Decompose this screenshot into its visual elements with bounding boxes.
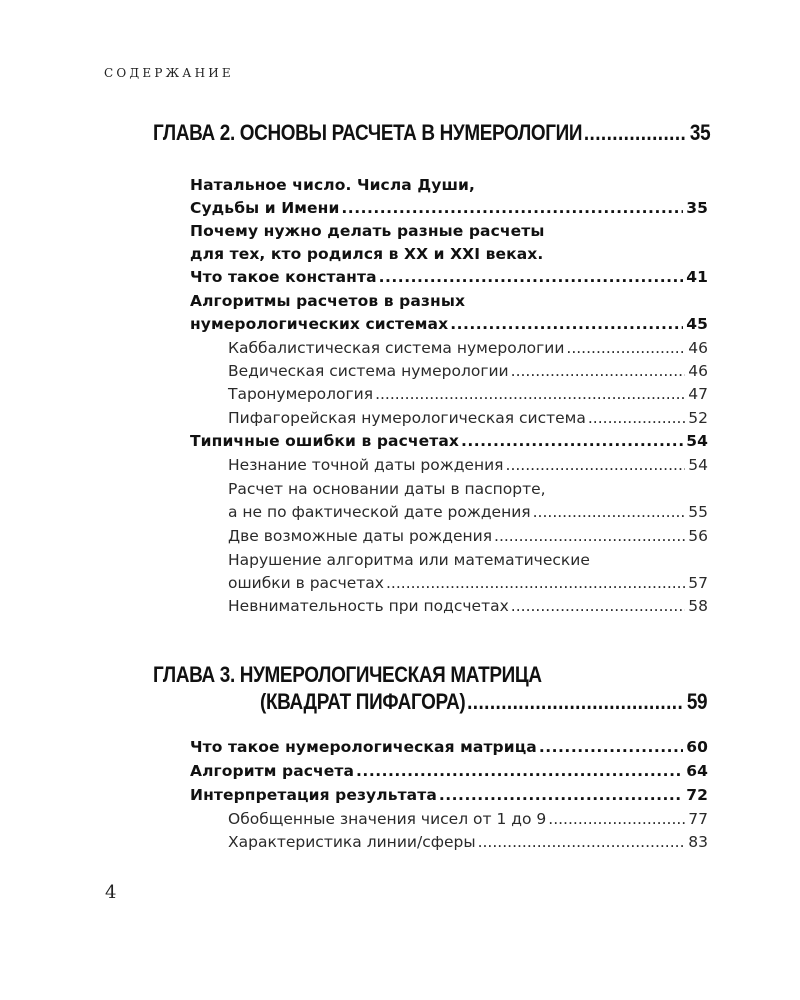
toc-entry-matrix[interactable]: [190, 738, 708, 756]
toc-subentry-passport[interactable]: [228, 503, 708, 521]
toc-subentry-two-dates[interactable]: [228, 527, 708, 545]
toc-entry-title: нумерологических системах: [190, 315, 449, 333]
toc-entry-title: Ведическая система нумерологии: [228, 362, 509, 380]
chapter-3-title-line1[interactable]: ГЛАВА 3. НУМЕРОЛОГИЧЕСКАЯ МАТРИЦА: [153, 662, 542, 687]
toc-entry-title: Пифагорейская нумерологическая система: [228, 409, 586, 427]
toc-entry-page: 46: [688, 362, 708, 380]
toc-entry-title: Алгоритм расчета: [190, 762, 355, 780]
toc-entry-typical-errors[interactable]: [190, 432, 708, 450]
leader-dots: [584, 120, 687, 146]
toc-subentry-inattention[interactable]: [228, 597, 708, 615]
toc-entry-interpretation[interactable]: [190, 786, 708, 804]
toc-entry-title: Незнание точной даты рождения: [228, 456, 504, 474]
toc-entry-page: 72: [686, 786, 708, 804]
toc-entry-title: Каббалистическая система нумерологии: [228, 339, 565, 357]
toc-entry-page: 55: [688, 503, 708, 521]
toc-entry-page: 52: [688, 409, 708, 427]
toc-entry-title: Характеристика линии/сферы: [228, 833, 476, 851]
leader-dots: [506, 456, 686, 474]
chapter-3-page: 59: [686, 689, 708, 714]
leader-dots: [511, 597, 685, 615]
toc-entry-natal[interactable]: [190, 199, 708, 217]
leader-dots: [478, 833, 686, 851]
leader-dots: [450, 315, 683, 333]
toc-subentry-line-characteristic[interactable]: [228, 833, 708, 851]
leader-dots: [566, 339, 685, 357]
toc-entry-title: ошибки в расчетах: [228, 574, 384, 592]
leader-dots: [533, 503, 686, 521]
toc-chapter-3[interactable]: [260, 689, 707, 715]
toc-entry-title: Невнимательность при подсчетах: [228, 597, 509, 615]
leader-dots: [511, 362, 686, 380]
chapter-2-title: ГЛАВА 2. ОСНОВЫ РАСЧЕТА В НУМЕРОЛОГИИ: [153, 120, 583, 145]
chapter-2-page: 35: [689, 120, 711, 145]
toc-entry-page: 46: [688, 339, 708, 357]
toc-chapter-2[interactable]: [153, 120, 710, 146]
toc-entry-title: Таронумерология: [228, 385, 374, 403]
leader-dots: [548, 810, 685, 828]
toc-entry-page: 47: [688, 385, 708, 403]
toc-entry-page: 64: [686, 762, 708, 780]
leader-dots: [341, 199, 683, 217]
toc-entry-page: 60: [686, 738, 708, 756]
toc-entry-page: 35: [686, 199, 708, 217]
toc-subentry-algorithm-violation[interactable]: [228, 574, 708, 592]
toc-entry-title: Типичные ошибки в расчетах: [190, 432, 459, 450]
toc-entry-page: 77: [688, 810, 708, 828]
leader-dots: [588, 409, 685, 427]
page-number: 4: [105, 882, 117, 903]
toc-entry-page: 58: [688, 597, 708, 615]
toc-entry-page: 83: [688, 833, 708, 851]
toc-entry-title: Обобщенные значения чисел от 1 до 9: [228, 810, 547, 828]
toc-subentry-unknown-date[interactable]: [228, 456, 708, 474]
leader-dots: [494, 527, 685, 545]
toc-entry-title: Судьбы и Имени: [190, 199, 340, 217]
toc-entry-title: Что такое константа: [190, 268, 377, 286]
leader-dots: [461, 432, 683, 450]
toc-entry-title: Две возможные даты рождения: [228, 527, 493, 545]
leader-dots: [379, 268, 684, 286]
leader-dots: [467, 689, 684, 715]
toc-entry-page: 56: [688, 527, 708, 545]
leader-dots: [539, 738, 683, 756]
toc-entry-page: 41: [686, 268, 708, 286]
toc-entry-title: Интерпретация результата: [190, 786, 437, 804]
toc-entry-calc-algorithm[interactable]: [190, 762, 708, 780]
leader-dots: [356, 762, 683, 780]
chapter-3-title-line2: (КВАДРАТ ПИФАГОРА): [260, 689, 466, 714]
toc-entry-algorithms-line1[interactable]: Алгоритмы расчетов в разных: [190, 292, 466, 310]
toc-subentry-passport-line1[interactable]: Расчет на основании даты в паспорте,: [228, 480, 546, 498]
toc-entry-title: Что такое нумерологическая матрица: [190, 738, 537, 756]
toc-subentry-taro[interactable]: [228, 385, 708, 403]
toc-entry-algorithms[interactable]: [190, 315, 708, 333]
toc-entry-why-line1[interactable]: Почему нужно делать разные расчеты: [190, 222, 545, 240]
toc-entry-why-line2[interactable]: для тех, кто родился в XX и XXI веках.: [190, 245, 544, 263]
leader-dots: [375, 385, 685, 403]
toc-entry-page: 54: [688, 456, 708, 474]
toc-subentry-pythagorean[interactable]: [228, 409, 708, 427]
toc-entry-constant[interactable]: [190, 268, 708, 286]
toc-entry-page: 45: [686, 315, 708, 333]
toc-subentry-vedic[interactable]: [228, 362, 708, 380]
toc-entry-page: 57: [688, 574, 708, 592]
toc-subentry-algorithm-violation-line1[interactable]: Нарушение алгоритма или математические: [228, 551, 590, 569]
toc-entry-page: 54: [686, 432, 708, 450]
toc-entry-title: а не по фактической дате рождения: [228, 503, 531, 521]
leader-dots: [386, 574, 685, 592]
toc-subentry-kabbalah[interactable]: [228, 339, 708, 357]
running-head: СОДЕРЖАНИЕ: [104, 66, 234, 80]
toc-subentry-generalized-values[interactable]: [228, 810, 708, 828]
leader-dots: [439, 786, 683, 804]
toc-entry-natal-line1[interactable]: Натальное число. Числа Души,: [190, 176, 475, 194]
